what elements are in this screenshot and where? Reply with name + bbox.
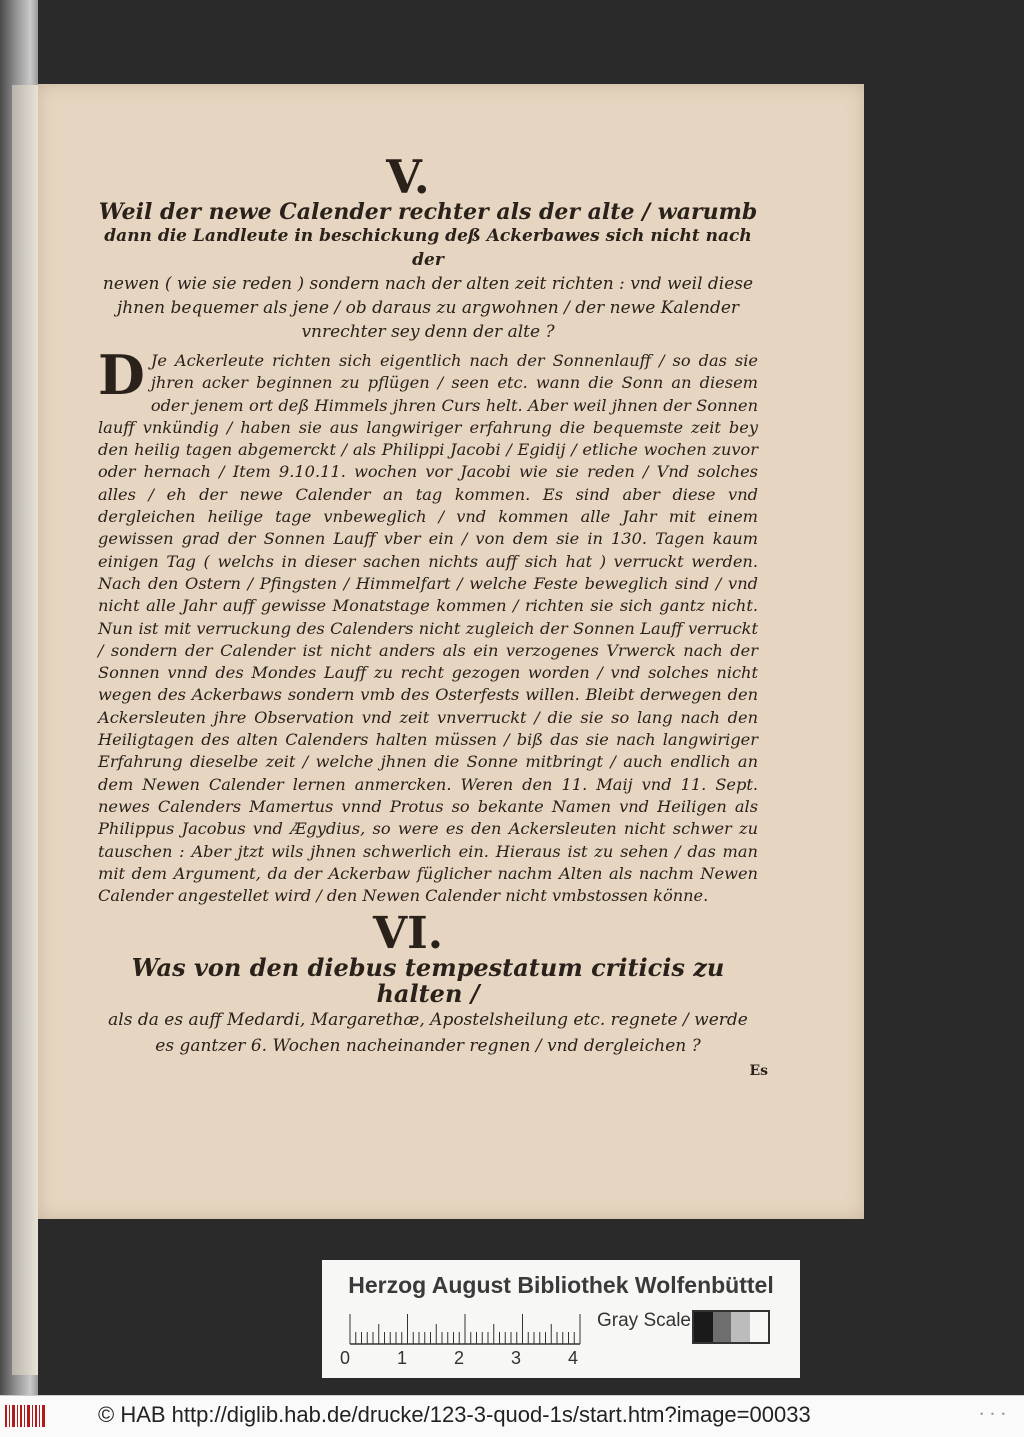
question-6-rest: als da es auff Medardi, Margarethæ, Apostelsheilung etc. regnete / werde es gantzer 6. Wochen nacheinander regnen / vnd dergleichen ?: [108, 1010, 748, 1057]
footer-dots: • • •: [978, 1410, 1006, 1420]
library-color-card: [322, 1260, 800, 1378]
section-number-5: V.: [386, 150, 430, 204]
gray-scale-swatches: [692, 1310, 770, 1344]
gray-swatch: [731, 1312, 750, 1342]
drop-capital: D: [98, 343, 145, 407]
gray-swatch: [713, 1312, 732, 1342]
gray-scale-label: Gray Scale: [597, 1310, 691, 1331]
body-paragraph: Je Ackerleute richten sich eigentlich nach der Sonnenlauff / so das sie jhren acker beginnen zu pflügen / seen etc. wann die Sonn an diesem oder jenem ort deß Himmels jhren Curs helt. Aber weil jhnen der Sonnen lauff vnkündig / haben sie aus langwiriger erfahrung die bequemste zeit bey den heilig tagen abgemerckt / als Philippi Jacobi / Egidij / etliche wochen zuvor oder hernach / Item 9.10.11. wochen vor Jacobi wie sie reden / Vnd solches alles / eh der newe Calender an tag kommen. Es sind aber diese vnd dergleichen heilige tage vnbeweglich / vnd kommen alle Jahr mit einem gewissen grad der Sonnen Lauff vber ein / von dem sie in 130. Tagen kaum einigen Tag ( welchs in dieser sachen nichts auff sich hat ) verruckt werden. Nach den Ostern / Pfingsten / Himmelfart / welche Feste beweglich sind / vnd nicht alle Jahr auff gewisse Monatstage kommen / richten sie sich gantz nicht. Nun ist mit verruckung des Calenders nicht zugleich der Sonnen Lauff verruckt / sondern der Calender ist nicht anders als ein verzogenes Vrwerck nach der Sonnen vnnd des Mondes Lauff zu recht gezogen worden / vnd solches nicht wegen des Ackerbaws sondern vmb des Osterfests willen. Bleibt derwegen den Ackersleuten jhre Observation vnd zeit vnverruckt / die sie so lang nach den Heiligtagen des alten Calenders halten müssen / biß das sie nach langwiriger Erfahrung dieselbe zeit / welche jhnen die Sonne mitbringt / auch endlich an dem Newen Calender lernen anmercken. Weren den 11. Maij vnd 11. Sept. newes Calenders Mamertus vnnd Protus so bekante Namen vnd Heiligen als Philippus Jacobus vnd Ægydius, so were es den Ackersleuten nicht schwer zu tauschen : Aber jtzt wils jhnen schwerlich ein. Hieraus ist zu sehen / das man mit dem Argument, da der Ackerbaw füglicher nachm Alten als nachm Newen Calender angestellet wird / den Newen Calender nicht vmbstossen könne.: [98, 351, 758, 906]
document-page: [38, 84, 864, 1219]
ruler-number: 2: [454, 1348, 465, 1368]
question-line-1: Weil der newe Calender rechter als der alte / warumb: [98, 199, 758, 225]
catchword: Es: [749, 1063, 768, 1080]
library-name: Herzog August Bibliothek Wolfenbüttel: [348, 1272, 774, 1298]
ruler-number: 4: [568, 1348, 579, 1368]
ruler-number: 1: [397, 1348, 408, 1368]
question-rest: newen ( wie sie reden ) sondern nach der alten zeit richten : vnd weil diese jhnen bequemer als jene / ob daraus zu argwohnen / der newe Kalender vnrechter sey denn der alte ?: [102, 274, 754, 342]
footer-bar: [0, 1395, 1024, 1437]
section-6-question: [98, 955, 758, 1059]
section-5-body: [98, 343, 758, 907]
copyright-url: © HAB http://diglib.hab.de/drucke/123-3-quod-1s/start.htm?image=00033: [98, 1402, 811, 1427]
question-6-line-1: Was von den diebus tempestatum criticis zu halten /: [131, 953, 725, 1009]
page-content: [98, 150, 768, 1080]
hab-logo-icon: [4, 1405, 48, 1427]
gray-swatch: [750, 1312, 769, 1342]
ruler-number: 3: [511, 1348, 522, 1368]
question-line-2: dann die Landleute in beschickung deß Ackerbawes sich nicht nach der: [104, 226, 752, 270]
previous-page-edge: [12, 85, 38, 1375]
section-number-6: VI.: [372, 908, 444, 960]
section-5-question: [98, 200, 758, 344]
gray-swatch: [694, 1312, 713, 1342]
ruler-number: 0: [340, 1348, 351, 1368]
ruler-scale: [342, 1306, 592, 1346]
